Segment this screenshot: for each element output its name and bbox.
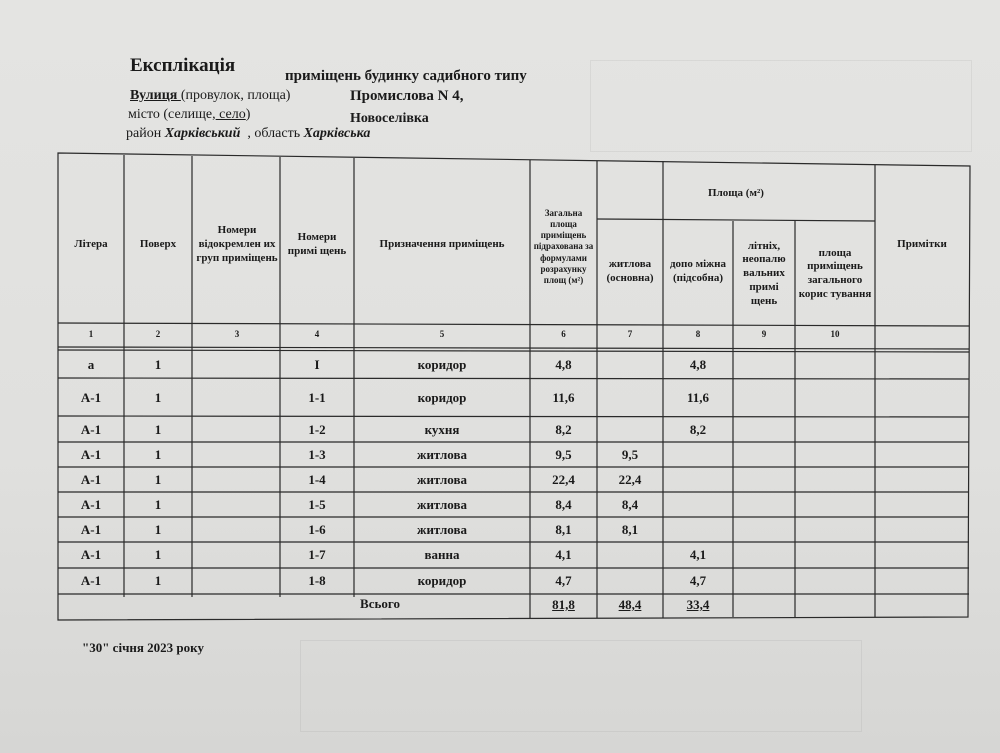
table-cell-living [598, 353, 662, 378]
city-label: місто (селище, село) [128, 107, 251, 122]
header-area-group: Площа (м²) [708, 187, 764, 200]
table-cell-litera: А-1 [80, 573, 102, 589]
table-cell-room: I [314, 357, 320, 373]
header-rooms: Номери примі щень [287, 231, 347, 257]
table-cell-purpose: житлова [417, 446, 467, 462]
table-cell-total: 8,1 [555, 521, 572, 537]
table-cell-living [598, 418, 662, 442]
document-subtitle: приміщень будинку садибного типу [285, 68, 527, 84]
table-cell-purpose: житлова [417, 521, 467, 537]
table-cell-living [598, 380, 662, 416]
table-cell-total: 22,4 [552, 471, 575, 487]
table-cell-purpose: ванна [424, 547, 460, 563]
table-cell-total: 8,4 [555, 496, 572, 512]
district-value: Харківський [164, 126, 241, 141]
table-cell-room: 1-8 [308, 573, 326, 589]
table-cell-aux [664, 443, 732, 467]
table-cell-floor: 1 [154, 421, 162, 437]
table-cell-living: 8,4 [621, 496, 639, 512]
table-cell-aux: 11,6 [686, 389, 710, 405]
header-auxiliary: допо міжна (підсобна) [669, 258, 726, 284]
total-label: Всього [360, 595, 400, 611]
col-number: 6 [561, 329, 566, 340]
table-cell-room: 1-2 [308, 421, 326, 437]
table-cell-total: 4,1 [555, 547, 572, 563]
table-cell-floor: 1 [154, 547, 162, 563]
table-cell-purpose: коридор [417, 357, 467, 373]
total-area-sum: 81,8 [552, 596, 575, 612]
table-cell-purpose: житлова [417, 471, 467, 487]
total-aux-sum: 33,4 [686, 596, 710, 612]
table-cell-room: 1-5 [308, 496, 326, 512]
col-number: 10 [830, 329, 840, 340]
table-cell-aux: 4,1 [689, 547, 707, 563]
header-floor: Поверх [139, 238, 177, 251]
table-cell-living [598, 543, 662, 568]
table-cell-aux: 4,8 [689, 357, 707, 373]
table-cell-room: 1-3 [308, 446, 326, 462]
table-cell-purpose: житлова [417, 496, 467, 512]
header-total-area: Загальна площа приміщень підрахована за формулами розрахунку площ (м²) [533, 207, 594, 286]
street-value: Промислова N 4, [350, 88, 464, 104]
table-cell-aux: 8,2 [689, 421, 707, 437]
table-cell-purpose: коридор [417, 389, 467, 405]
header-purpose: Призначення приміщень [379, 238, 505, 251]
table-cell-purpose: кухня [424, 421, 460, 437]
table-cell-living: 22,4 [618, 471, 642, 487]
table-cell-living: 9,5 [621, 446, 639, 462]
table-cell-total: 4,8 [555, 357, 572, 373]
table-cell-room: 1-1 [308, 389, 326, 405]
table-cell-total: 11,6 [552, 389, 575, 405]
table-cell-litera: А-1 [80, 496, 102, 512]
table-cell-litera: А-1 [80, 446, 102, 462]
table-cell-living [598, 569, 662, 594]
col-number: 2 [155, 329, 161, 340]
table-cell-litera: А-1 [80, 389, 102, 405]
table-cell-total: 9,5 [555, 446, 572, 462]
table-cell-litera: А-1 [80, 547, 102, 563]
street-label: Вулиця (провулок, площа) [130, 88, 291, 103]
col-number: 1 [88, 329, 94, 340]
table-cell-aux [664, 493, 732, 517]
col-number: 8 [695, 329, 701, 340]
table-cell-aux [664, 518, 732, 542]
document-title: Експлікація [130, 55, 236, 76]
table-cell-room: 1-6 [308, 521, 326, 537]
table-cell-room: 1-7 [308, 547, 326, 563]
table-cell-floor: 1 [154, 496, 162, 512]
header-litera: Літера [74, 238, 108, 251]
col-number: 7 [627, 329, 633, 340]
district-line: район Харківський , область Харківська [126, 126, 371, 141]
table-cell-aux: 4,7 [689, 573, 707, 589]
header-living: житлова (основна) [606, 258, 654, 284]
table-cell-floor: 1 [154, 573, 162, 589]
city-value: Новоселівка [350, 111, 429, 126]
header-groups: Номери відокремлен их груп приміщень [196, 224, 278, 264]
table-cell-litera: А-1 [80, 421, 102, 437]
table-cell-floor: 1 [154, 357, 162, 373]
table-cell-floor: 1 [154, 389, 162, 405]
header-summer: літніх, неопалю вальних примі щень [742, 239, 786, 307]
table-cell-litera: А-1 [80, 521, 102, 537]
document-date: "30" січня 2023 року [82, 640, 204, 655]
table-cell-aux [664, 468, 732, 492]
table-cell-floor: 1 [154, 471, 162, 487]
col-number: 5 [439, 329, 445, 340]
table-cell-living: 8,1 [621, 521, 639, 537]
table-cell-purpose: коридор [417, 573, 467, 589]
col-number: 4 [314, 329, 320, 340]
table-cell-floor: 1 [154, 446, 162, 462]
table-cell-room: 1-4 [308, 471, 326, 487]
table-cell-floor: 1 [154, 521, 162, 537]
table-cell-litera: а [87, 357, 95, 373]
header-common: площа приміщень загального корис тування [798, 246, 872, 300]
total-living-sum: 48,4 [618, 596, 642, 612]
header-notes: Примітки [897, 238, 947, 251]
table-cell-total: 8,2 [555, 421, 572, 437]
col-number: 9 [761, 329, 767, 340]
table-cell-litera: А-1 [80, 471, 102, 487]
region-value: Харківська [303, 126, 371, 141]
col-number: 3 [234, 329, 240, 340]
table-cell-total: 4,7 [555, 573, 572, 589]
